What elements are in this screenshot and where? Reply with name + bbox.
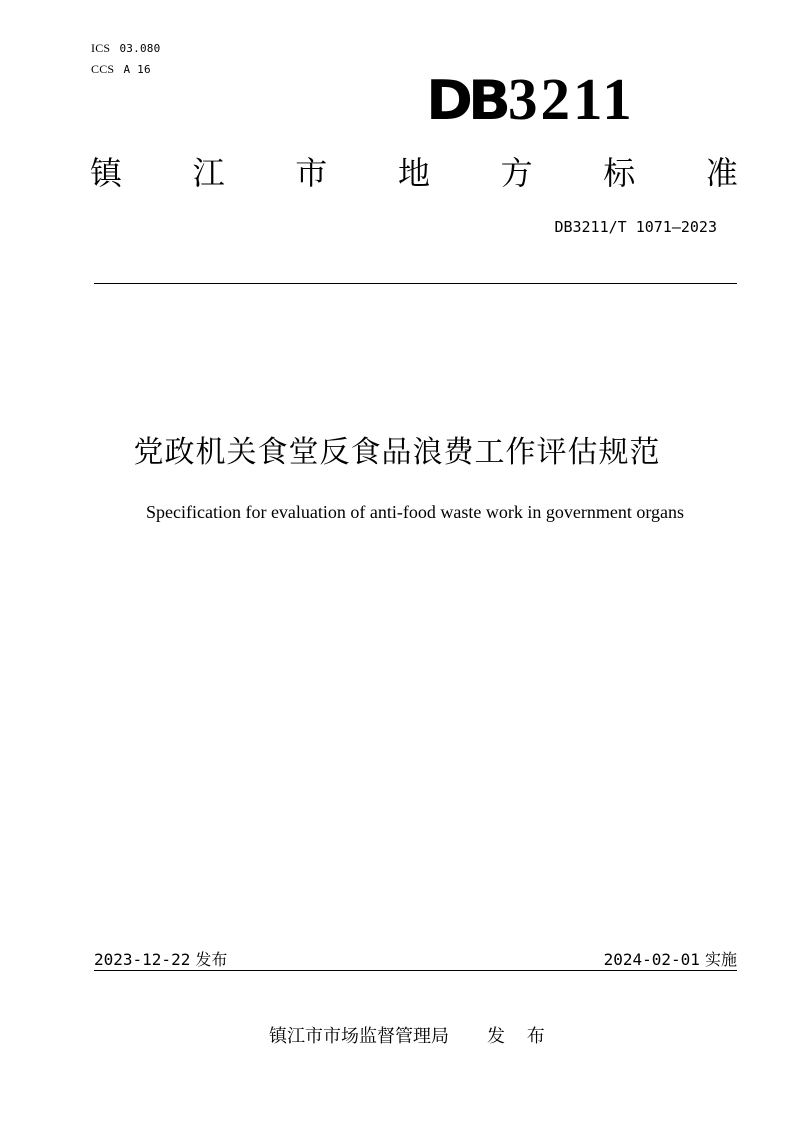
standard-mark: [426, 68, 635, 130]
publish-label: 发布: [195, 949, 228, 969]
publisher-line: [269, 1025, 553, 1049]
publisher-action: 发 布: [487, 1026, 553, 1047]
date-row: [94, 946, 737, 970]
publish-date: 2023-12-22: [94, 949, 191, 969]
ccs-label: CCS: [91, 62, 115, 76]
standard-type-char: 标: [603, 154, 636, 192]
publish-info: [94, 947, 227, 970]
ics-code: [91, 38, 166, 59]
standard-type-char: 市: [295, 154, 328, 192]
standard-type-char: 地: [397, 154, 430, 192]
standard-mark-prefix: DB: [426, 69, 506, 132]
standard-type-char: 准: [705, 154, 738, 192]
ics-value: 03.080: [119, 42, 161, 55]
standard-type-char: 江: [192, 154, 225, 192]
publisher-name: 镇江市市场监督管理局: [269, 1026, 449, 1047]
standard-type-char: 方: [500, 154, 533, 192]
implement-date: 2024-02-01: [603, 949, 700, 969]
implement-label: 实施: [704, 949, 737, 969]
ccs-code: [91, 59, 166, 80]
document-title-chinese: 党政机关食堂反食品浪费工作评估规范: [133, 435, 661, 470]
document-number: DB3211/T 1071—2023: [554, 218, 717, 236]
implement-info: [604, 947, 737, 970]
header-divider: [94, 283, 737, 284]
standard-type-char: 镇: [89, 154, 122, 192]
ics-label: ICS: [91, 41, 111, 55]
footer-divider: [94, 970, 737, 971]
ccs-value: A 16: [123, 63, 151, 76]
document-title-english: Specification for evaluation of anti-food waste work in government organs: [145, 502, 684, 522]
classification-codes: [91, 38, 166, 80]
standard-mark-number: 3211: [507, 66, 635, 132]
standard-type-heading: [84, 149, 744, 197]
